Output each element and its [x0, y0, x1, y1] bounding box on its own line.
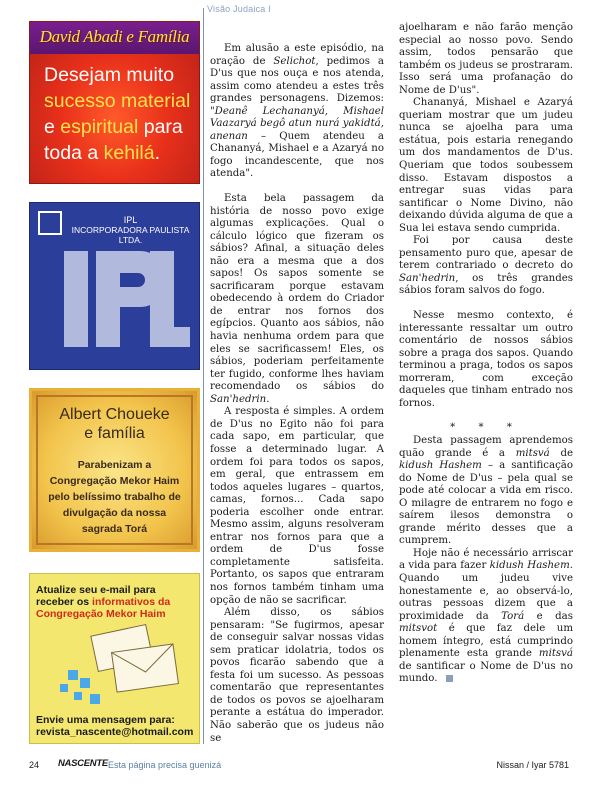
- ipl-logo-icon: [30, 203, 200, 370]
- paragraph: A resposta é simples. A ordem de D'us no Egito não foi para cada sapo, em particular, que fosse a determinado lugar. A ordem foi para todos os sapos, em geral, que entrassem em todos aqueles lugares – quartos, camas, fornos... Cada sapo poderia escolher onde entrar. Mesmo assim, alguns resolveram entrar nos fornos para que a ordem de D'us fosse completamente satisfeita. Portanto, os sapos que entraram nos fornos também tinham uma opção de não se sacrificar.: [210, 406, 384, 606]
- page-number: 24: [29, 760, 40, 770]
- paragraph: Esta bela passagem da história de nosso povo exige algumas explicações. Qual o cálculo lógico que fizeram os sábios? Afinal, a situação deles não era a mesma que a dos sapos! Os sapos somente se sacrificaram porque estavam obedecendo à ordem do Criador de entrar nos fornos dos egípcios. Quanto aos sábios, não havia nenhuma ordem para que eles se sacrificassem! Eles, os sábios, poderiam perfeitamente ter fugido, conforme lhes haviam recomendado os sábios do San'hedrin.: [210, 193, 384, 405]
- section-header: Visão Judaica I: [207, 4, 271, 14]
- ad-email: [29, 573, 200, 744]
- paragraph: ajoelharam e não farão menção especial ao nosso povo. Sendo assim, todos pensarão que também os judeus se prostraram. Isso será uma profanação do Nome de D'us".: [399, 22, 573, 96]
- issue-date: Nissan / Iyar 5781: [496, 760, 569, 770]
- article-column-2: [399, 22, 573, 686]
- email-link[interactable]: revista_nascente@hotmail.com: [36, 726, 194, 738]
- paragraph: Em alusão a este episódio, na oração de Selichot, pedimos a D'us que nos ouça e nos atenda, assim como atendeu a estes três grandes personagens. Dizemos: "Deanê Lechananyá, Mishael Vaazaryá begô atun nurá yakidtá, anenan – Quem atendeu a Chananyá, Mishael e a Azaryá no fogo incandescente, que nos atenda".: [210, 43, 384, 180]
- ad-company-name: INCORPORADORA PAULISTA LTDA.: [71, 225, 190, 245]
- page-footer: [0, 760, 595, 776]
- section-separator: * * *: [450, 422, 522, 434]
- paragraph: Foi por causa deste pensamento puro que, apesar de terem contrariado o decreto do San'hedrin, os três grandes sábios foram salvos do fogo.: [399, 235, 573, 297]
- genizah-notice: Esta página precisa guenizá: [108, 760, 222, 770]
- article-column-1: [210, 43, 384, 745]
- ad-line: sucesso material: [44, 90, 191, 112]
- ad-line: e espiritual para: [44, 116, 183, 138]
- ad-title: Albert Choueke e família: [59, 406, 170, 442]
- ad-body: [44, 62, 191, 166]
- ad-title: David Abadi e Família: [39, 27, 190, 46]
- paragraph: Desta passagem aprendemos quão grande é a mitsvá de kidush Hashem – a santificação do Nome de D'us – pela qual se pode até colocar a vida em risco. O milagre de entrarem no fogo e saírem ilesos demonstra o grande mérito desses que a cumprem.: [399, 434, 573, 547]
- magazine-logo: NASCENTE: [58, 758, 108, 769]
- paragraph: Nesse mesmo contexto, é interessante ressaltar um outro comentário de nossos sábios sobre a praga dos sapos. Quando terminou a praga, todos os sapos morreram, com exceção daqueles que tinham entrado nos fornos.: [399, 310, 573, 409]
- ad-line: Desejam muito: [44, 64, 175, 86]
- ad-ipl: [29, 202, 200, 370]
- ad-company-short: IPL: [123, 215, 138, 225]
- ad-abadi: [29, 21, 200, 184]
- paragraph: Chananyá, Mishael e Azaryá queriam mostrar que um judeu nunca se ajoelha para uma estátua, pois estaria renegando um dos mandamentos de D'us. Queriam que todos soubessem disso. Estavam dispostos a entregar suas vidas para santificar o Nome Divino, não deixando dúvida alguma de que a Sua lei estava sendo cumprida.: [399, 97, 573, 234]
- ad-body: Parabenizam a Congregação Mekor Haim pelo belíssimo trabalho de divulgação da nossa sagrada Torá: [48, 459, 181, 535]
- ad-headline: Atualize seu e-mail para receber os informativos da Congregação Mekor Haim: [36, 584, 171, 620]
- paragraph: Hoje não é necessário arriscar a vida para fazer kidush Hashem. Quando um judeu vive honestamente e, ao observá-lo, outras pessoas dizem que a proximidade da Torá e das mitsvot é que faz dele um homem íntegro, está cumprindo plenamente esta grande mitsvá de santificar o Nome de D'us no mundo.: [399, 547, 573, 685]
- column-divider: [203, 8, 204, 744]
- ad-choueke: [29, 388, 200, 552]
- ad-contact: Envie uma mensagem para: revista_nascente@hotmail.com: [36, 714, 194, 738]
- paragraph: Além disso, os sábios pensaram: "Se fugirmos, apesar de conseguir salvar nossas vidas sem praticar idolatria, todos os povos ficarão sabendo que a festa foi um sucesso. As pessoas comentarão que representantes de todos os povos se ajoelharam perante a estátua do imperador. Não saberão que os judeus não se: [210, 607, 384, 744]
- ad-line: toda a kehilá.: [44, 142, 161, 164]
- end-mark-icon: [446, 675, 453, 682]
